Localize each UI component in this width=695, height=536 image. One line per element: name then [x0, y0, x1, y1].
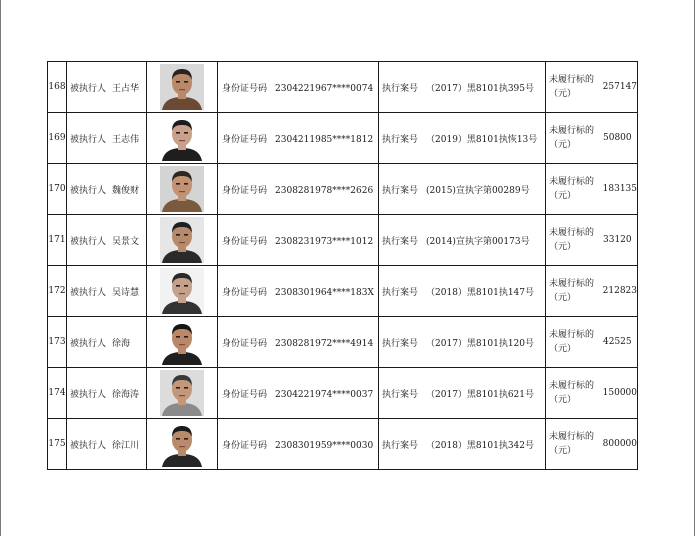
case-number: （2017）黑8101执120号: [426, 338, 535, 349]
case-number: (2014)宣执字第00173号: [426, 236, 530, 247]
portrait-figure: [160, 421, 204, 467]
amount-value: 257147: [602, 82, 637, 92]
debtor-label: 被执行人: [70, 236, 107, 247]
amount-label: 未履行标的（元）: [549, 228, 595, 252]
portrait-mouth: [179, 293, 185, 294]
debtor-name: 吴景文: [112, 236, 140, 247]
portrait-mouth: [179, 344, 185, 345]
portrait-photo: [160, 319, 204, 365]
amount-cell: [546, 113, 638, 164]
id-cell: [218, 215, 379, 266]
debtor-table: [47, 61, 638, 470]
id-label: 身份证号码: [222, 338, 268, 349]
case-label: 执行案号: [382, 236, 419, 247]
amount-value: 212823: [602, 286, 637, 296]
portrait-figure: [160, 217, 204, 263]
amount-cell: [546, 164, 638, 215]
portrait-eye-right: [184, 285, 188, 287]
case-number: （2017）黑8101执395号: [426, 83, 535, 94]
photo-cell: [147, 215, 218, 266]
photo-cell: [147, 317, 218, 368]
portrait-eye-left: [176, 438, 180, 440]
case-label: 执行案号: [382, 83, 419, 94]
photo-cell: [147, 419, 218, 470]
table-row: [48, 317, 638, 368]
debtor-label: 被执行人: [70, 389, 107, 400]
id-cell: [218, 317, 379, 368]
row-index: [48, 164, 67, 215]
row-index: [48, 266, 67, 317]
portrait-figure: [160, 370, 204, 416]
portrait-figure: [160, 319, 204, 365]
debtor-label: 被执行人: [70, 185, 107, 196]
name-cell: [67, 62, 147, 113]
id-number: 2308281978****2626: [275, 185, 374, 196]
amount-label: 未履行标的（元）: [549, 381, 595, 405]
case-label: 执行案号: [382, 389, 419, 400]
table-row: [48, 266, 638, 317]
id-label: 身份证号码: [222, 287, 268, 298]
portrait-mouth: [179, 140, 185, 141]
id-number: 2308301964****183X: [275, 287, 374, 298]
name-cell: [67, 368, 147, 419]
portrait-photo: [160, 268, 204, 314]
amount-cell: [546, 62, 638, 113]
portrait-photo: [160, 115, 204, 161]
amount-label: 未履行标的（元）: [549, 177, 595, 201]
portrait-mouth: [179, 395, 185, 396]
debtor-name: 王占华: [112, 83, 140, 94]
portrait-eye-right: [184, 132, 188, 134]
id-label: 身份证号码: [222, 440, 268, 451]
table-row: [48, 368, 638, 419]
amount-value: 50800: [603, 133, 632, 143]
table-row: [48, 419, 638, 470]
portrait-eye-right: [184, 81, 188, 83]
id-number: 2308231973****1012: [275, 236, 374, 247]
portrait-eye-right: [184, 387, 188, 389]
portrait-eye-right: [184, 438, 188, 440]
portrait-mouth: [179, 191, 185, 192]
portrait-mouth: [179, 446, 185, 447]
portrait-eye-left: [176, 336, 180, 338]
row-index-value: 175: [48, 439, 66, 449]
debtor-label: 被执行人: [70, 338, 107, 349]
photo-cell: [147, 62, 218, 113]
debtor-name: 吴诗慧: [112, 287, 140, 298]
case-cell: [379, 113, 546, 164]
portrait-photo: [160, 217, 204, 263]
amount-label: 未履行标的（元）: [549, 432, 595, 456]
id-number: 2304221967****0074: [275, 83, 374, 94]
row-index: [48, 113, 67, 164]
row-index: [48, 419, 67, 470]
name-cell: [67, 113, 147, 164]
debtor-name: 徐海: [112, 338, 131, 349]
case-number: （2018）黑8101执342号: [426, 440, 535, 451]
name-cell: [67, 419, 147, 470]
debtor-label: 被执行人: [70, 440, 107, 451]
amount-cell: [546, 266, 638, 317]
portrait-eye-left: [176, 285, 180, 287]
id-number: 2308301959****0030: [275, 440, 374, 451]
page-edge-left: [0, 0, 1, 536]
id-label: 身份证号码: [222, 83, 268, 94]
row-index-value: 174: [48, 388, 66, 398]
case-label: 执行案号: [382, 134, 419, 145]
amount-value: 150000: [602, 388, 637, 398]
amount-label: 未履行标的（元）: [549, 330, 595, 354]
photo-cell: [147, 266, 218, 317]
case-cell: [379, 266, 546, 317]
debtor-label: 被执行人: [70, 287, 107, 298]
row-index: [48, 62, 67, 113]
id-number: 2304211985****1812: [275, 134, 374, 145]
amount-label: 未履行标的（元）: [549, 75, 595, 99]
debtor-name: 王志伟: [112, 134, 140, 145]
debtor-name: 徐海涛: [112, 389, 140, 400]
amount-cell: [546, 317, 638, 368]
id-label: 身份证号码: [222, 236, 268, 247]
table-row: [48, 113, 638, 164]
portrait-photo: [160, 64, 204, 110]
amount-cell: [546, 215, 638, 266]
row-index-value: 171: [48, 235, 66, 245]
debtor-name: 魏俊财: [112, 185, 140, 196]
portrait-eye-left: [176, 234, 180, 236]
debtor-label: 被执行人: [70, 83, 107, 94]
portrait-eye-left: [176, 387, 180, 389]
id-label: 身份证号码: [222, 185, 268, 196]
portrait-figure: [160, 166, 204, 212]
case-label: 执行案号: [382, 440, 419, 451]
name-cell: [67, 164, 147, 215]
portrait-mouth: [179, 242, 185, 243]
photo-cell: [147, 164, 218, 215]
portrait-figure: [160, 268, 204, 314]
debtor-name: 徐江川: [112, 440, 140, 451]
row-index: [48, 368, 67, 419]
portrait-figure: [160, 115, 204, 161]
case-label: 执行案号: [382, 338, 419, 349]
id-cell: [218, 113, 379, 164]
amount-label: 未履行标的（元）: [549, 126, 595, 150]
row-index-value: 173: [48, 337, 66, 347]
case-number: （2019）黑8101执恢13号: [426, 134, 538, 145]
row-index-value: 169: [48, 133, 66, 143]
name-cell: [67, 215, 147, 266]
case-cell: [379, 317, 546, 368]
table-row: [48, 62, 638, 113]
id-number: 2308281972****4914: [275, 338, 374, 349]
row-index-value: 168: [48, 82, 66, 92]
table-row: [48, 215, 638, 266]
case-cell: [379, 164, 546, 215]
row-index-value: 172: [48, 286, 66, 296]
portrait-eye-right: [184, 234, 188, 236]
portrait-photo: [160, 166, 204, 212]
id-number: 2304221974****0037: [275, 389, 374, 400]
debtor-label: 被执行人: [70, 134, 107, 145]
id-label: 身份证号码: [222, 134, 268, 145]
case-cell: [379, 215, 546, 266]
case-number: (2015)宣执字第00289号: [426, 185, 530, 196]
id-cell: [218, 368, 379, 419]
amount-value: 183135: [602, 184, 637, 194]
portrait-eye-left: [176, 132, 180, 134]
case-label: 执行案号: [382, 287, 419, 298]
case-number: （2017）黑8101执621号: [426, 389, 535, 400]
portrait-eye-left: [176, 81, 180, 83]
case-label: 执行案号: [382, 185, 419, 196]
id-cell: [218, 419, 379, 470]
portrait-eye-right: [184, 336, 188, 338]
amount-cell: [546, 419, 638, 470]
amount-cell: [546, 368, 638, 419]
photo-cell: [147, 368, 218, 419]
name-cell: [67, 317, 147, 368]
portrait-eye-left: [176, 183, 180, 185]
photo-cell: [147, 113, 218, 164]
amount-value: 42525: [603, 337, 632, 347]
row-index-value: 170: [48, 184, 66, 194]
portrait-photo: [160, 421, 204, 467]
portrait-figure: [160, 64, 204, 110]
case-cell: [379, 368, 546, 419]
case-number: （2018）黑8101执147号: [426, 287, 535, 298]
amount-value: 800000: [602, 439, 637, 449]
row-index: [48, 215, 67, 266]
amount-value: 33120: [603, 235, 632, 245]
id-cell: [218, 164, 379, 215]
case-cell: [379, 62, 546, 113]
id-cell: [218, 62, 379, 113]
name-cell: [67, 266, 147, 317]
case-cell: [379, 419, 546, 470]
portrait-mouth: [179, 89, 185, 90]
portrait-photo: [160, 370, 204, 416]
row-index: [48, 317, 67, 368]
id-cell: [218, 266, 379, 317]
amount-label: 未履行标的（元）: [549, 279, 595, 303]
portrait-eye-right: [184, 183, 188, 185]
table-row: [48, 164, 638, 215]
id-label: 身份证号码: [222, 389, 268, 400]
